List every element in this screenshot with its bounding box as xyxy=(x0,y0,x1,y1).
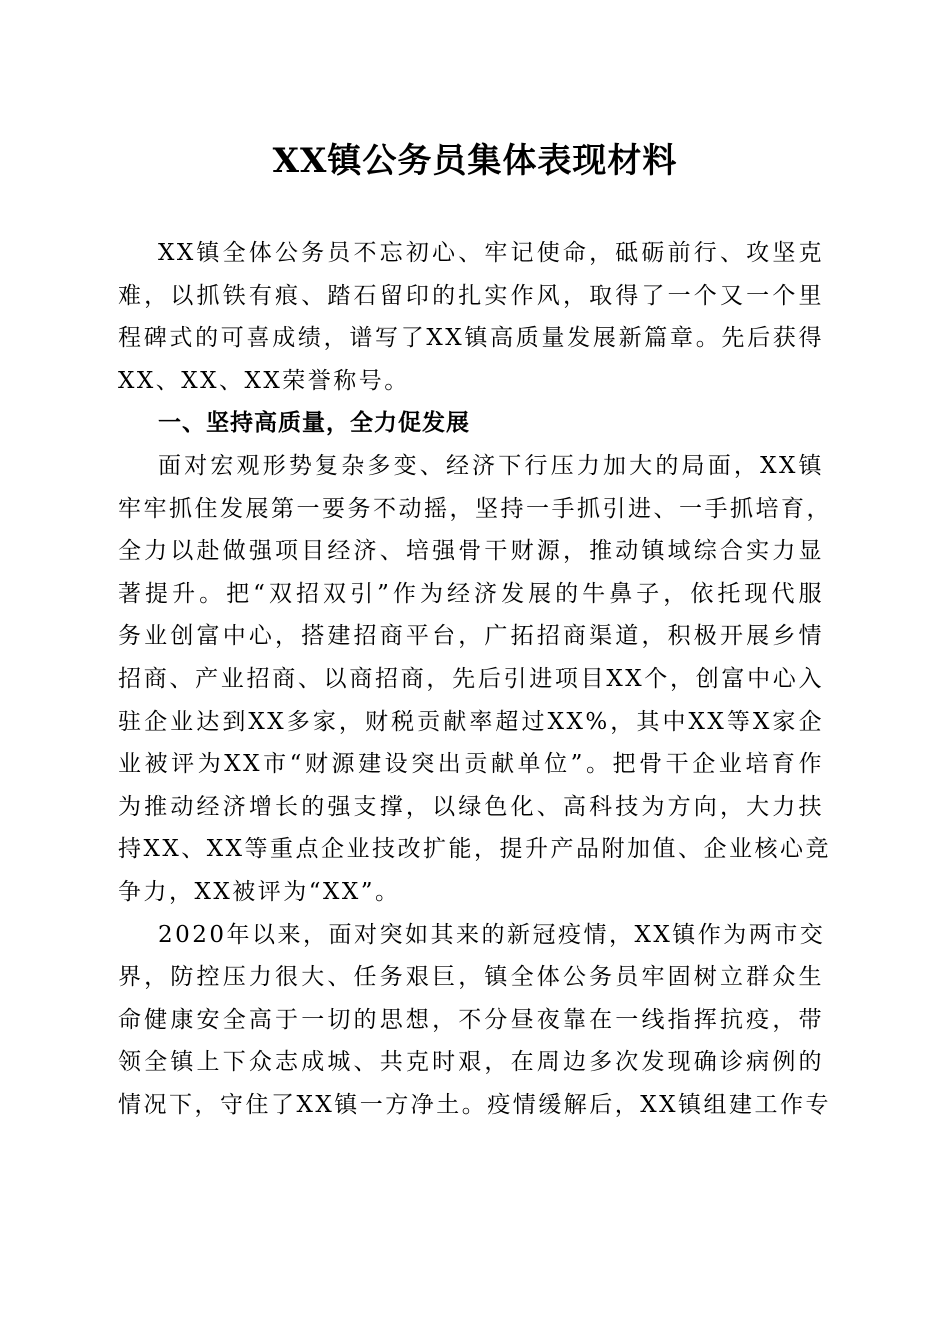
text-line: 招商、产业招商、以商招商，先后引进项目XX个，创富中心入 xyxy=(118,665,824,692)
text-line: 面对宏观形势复杂多变、经济下行压力加大的局面，XX镇 xyxy=(158,452,824,479)
text-line: 界，防控压力很大、任务艰巨，镇全体公务员牢固树立群众生 xyxy=(118,964,824,991)
text-line: 驻企业达到XX多家，财税贡献率超过XX%，其中XX等X家企 xyxy=(118,708,824,735)
section1-paragraph-2 xyxy=(118,914,831,1127)
text-line: 为推动经济增长的强支撑，以绿色化、高科技为方向，大力扶 xyxy=(118,793,824,820)
text-line: 程碑式的可喜成绩，谱写了XX镇高质量发展新篇章。先后获得 xyxy=(118,325,824,352)
document-body xyxy=(118,232,832,1126)
document-title: XX镇公务员集体表现材料 xyxy=(272,141,678,181)
section-heading: 一、坚持高质量，全力促发展 xyxy=(158,410,470,437)
text-line: 争力，XX被评为“XX”。 xyxy=(118,878,401,905)
text-line: 难，以抓铁有痕、踏石留印的扎实作风，取得了一个又一个里 xyxy=(118,282,824,309)
text-line: XX镇全体公务员不忘初心、牢记使命，砥砺前行、攻坚克 xyxy=(158,240,824,266)
text-line: 著提升。把“双招双引”作为经济发展的牛鼻子，依托现代服 xyxy=(118,580,824,607)
text-line: 务业创富中心，搭建招商平台，广拓招商渠道，积极开展乡情 xyxy=(118,623,824,650)
text-line: 牢牢抓住发展第一要务不动摇，坚持一手抓引进、一手抓培育， xyxy=(118,495,832,522)
text-line: 业被评为XX市“财源建设突出贡献单位”。把骨干企业培育作 xyxy=(118,751,824,778)
intro-paragraph xyxy=(118,232,824,402)
text-line: 2020年以来，面对突如其来的新冠疫情，XX镇作为两市交 xyxy=(158,921,826,948)
text-line: 全力以赴做强项目经济、培强骨干财源，推动镇域综合实力显 xyxy=(118,538,824,565)
section1-paragraph-1 xyxy=(118,445,832,914)
text-line: 领全镇上下众志成城、共克时艰，在周边多次发现确诊病例的 xyxy=(118,1049,824,1076)
text-line: 情况下，守住了XX镇一方净土。疫情缓解后，XX镇组建工作专 xyxy=(118,1091,831,1118)
text-line: 持XX、XX等重点企业技改扩能，提升产品附加值、企业核心竞 xyxy=(118,836,831,863)
text-line: 命健康安全高于一切的思想，不分昼夜靠在一线指挥抗疫，带 xyxy=(118,1006,824,1033)
text-line: XX、XX、XX荣誉称号。 xyxy=(118,367,410,394)
